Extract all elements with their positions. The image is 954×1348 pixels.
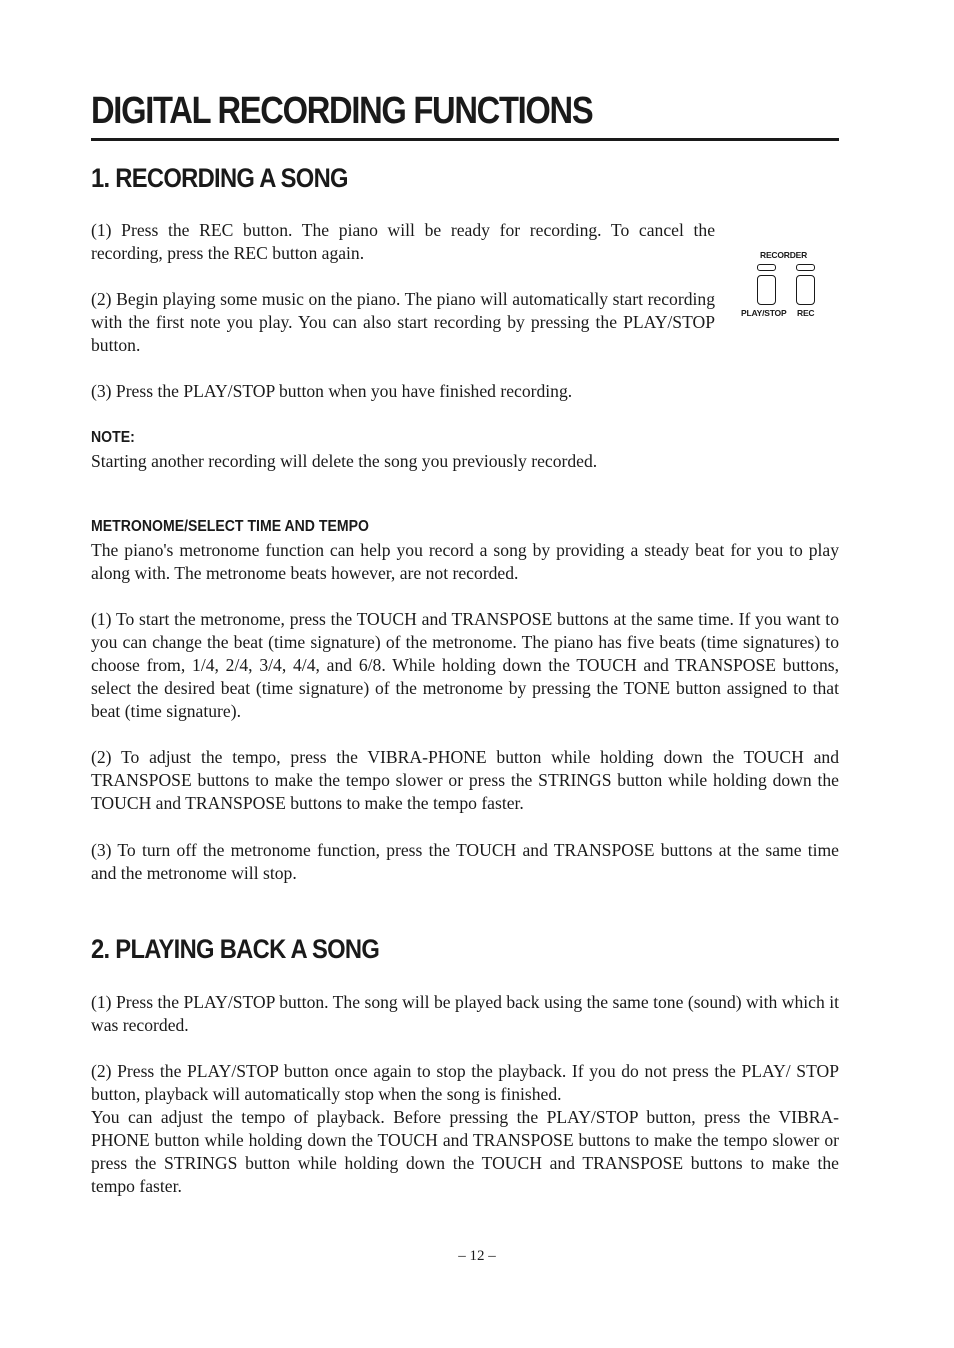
playback-tempo-note: You can adjust the tempo of playback. Before pressing the PLAY/STOP button, press the VIBRA-PHONE button while holding down the TOUCH and TRANSPOSE buttons to make the tempo slower or press the STRINGS button while holding down the TOUCH and TRANSPOSE buttons to make the tempo faster. — [91, 1107, 839, 1196]
playback-step-2: (2) Press the PLAY/STOP button once again to stop the playback. If you do not press the PLAY/ STOP button, playback will automatically stop when the song is finished. — [91, 1061, 839, 1104]
rec-label: REC — [797, 308, 815, 318]
play-stop-button-icon — [757, 275, 776, 305]
rec-led-icon — [796, 264, 815, 271]
title-rule — [91, 138, 839, 141]
recorder-label: RECORDER — [760, 250, 808, 260]
metronome-step-2: (2) To adjust the tempo, press the VIBRA-PHONE button while holding down the TOUCH and TRANSPOSE buttons to make the tempo slower or press the STRINGS button while holding down the TOUCH and TRANSPOSE buttons to make the tempo faster. — [91, 747, 839, 813]
metronome-heading: METRONOME/SELECT TIME AND TEMPO — [91, 518, 369, 535]
play-stop-label: PLAY/STOP — [741, 308, 787, 318]
section-heading-playback: 2. PLAYING BACK A SONG — [91, 934, 380, 964]
metronome-step-1: (1) To start the metronome, press the TOUCH and TRANSPOSE buttons at the same time. If you want to you can change the beat (time signature) of the metronome. The piano has five beats (time signatures) to choose from, 1/4, 2/4, 3/4, 4/4, and 6/8. While holding down the TOUCH and TRANSPOSE buttons, select the desired beat (time signature) of the metronome by pressing the TONE button assigned to that beat (time signature). — [91, 609, 839, 721]
metronome-intro: The piano's metronome function can help you record a song by providing a steady beat for you to play along with. The metronome beats however, are not recorded. — [91, 540, 839, 583]
page-number: – 12 – — [458, 1248, 496, 1264]
recording-step-2: (2) Begin playing some music on the piano. The piano will automatically start recording with the first note you play. You can also start recording by pressing the PLAY/STOP button. — [91, 289, 715, 355]
note-label: NOTE: — [91, 429, 135, 446]
note-text: Starting another recording will delete the song you previously recorded. — [91, 451, 598, 471]
section-heading-recording: 1. RECORDING A SONG — [91, 163, 348, 193]
recording-step-1: (1) Press the REC button. The piano will be ready for recording. To cancel the recording, press the REC button again. — [91, 220, 715, 263]
page-title: DIGITAL RECORDING FUNCTIONS — [91, 90, 593, 132]
metronome-step-3: (3) To turn off the metronome function, press the TOUCH and TRANSPOSE buttons at the same time and the metronome will stop. — [91, 840, 839, 883]
playback-step-1: (1) Press the PLAY/STOP button. The song will be played back using the same tone (sound) with which it was recorded. — [91, 992, 839, 1035]
recording-step-3: (3) Press the PLAY/STOP button when you have finished recording. — [91, 381, 573, 401]
rec-button-icon — [796, 275, 815, 305]
play-stop-led-icon — [757, 264, 776, 271]
recorder-panel-illustration — [740, 250, 824, 322]
